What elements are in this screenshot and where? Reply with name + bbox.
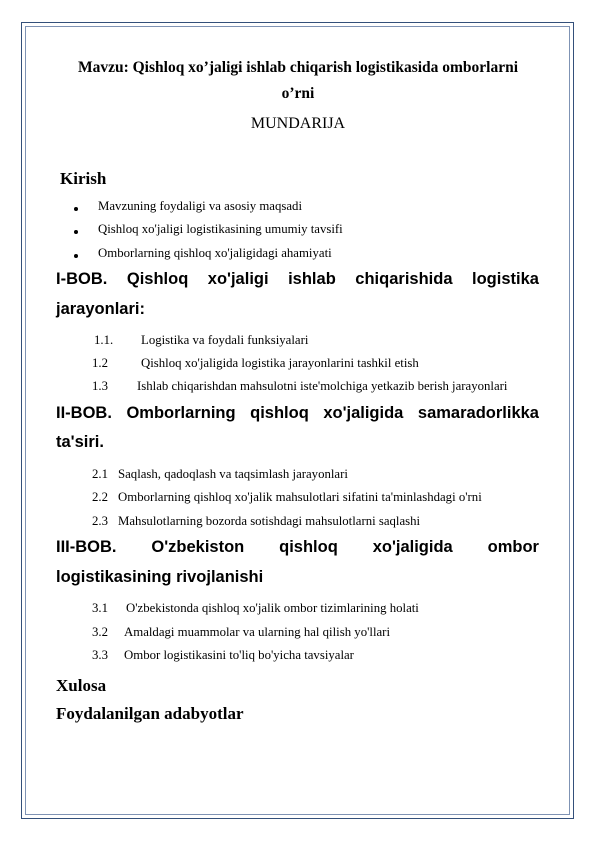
- heading-word: III-BOB.: [56, 538, 117, 556]
- bullet-icon: [74, 254, 78, 258]
- item-number: 3.3: [92, 648, 108, 662]
- toc-item: Omborlarning qishloq xo'jalik mahsulotlari sifatini ta'minlashdagi o'rni: [118, 490, 482, 504]
- chapter-2-heading: [56, 404, 539, 423]
- intro-bullet-item: Qishloq xo'jaligi logistikasining umumiy tavsifi: [98, 222, 343, 236]
- item-number: 3.2: [92, 625, 108, 639]
- heading-word: ishlab: [288, 270, 336, 288]
- heading-word: II-BOB.: [56, 404, 112, 422]
- item-number: 1.1.: [94, 333, 114, 347]
- heading-word: Omborlarning: [126, 404, 236, 422]
- intro-bullet-item: Omborlarning qishloq xo'jaligidagi ahamiyati: [98, 246, 332, 260]
- item-number: 2.1: [92, 467, 108, 481]
- heading-word: xo'jaligida: [372, 538, 453, 556]
- bullet-icon: [74, 207, 78, 211]
- topic-title-line-2: o’rni: [281, 85, 315, 102]
- toc-item: Ombor logistikasini to'liq bo'yicha tavsiyalar: [124, 648, 354, 662]
- contents-heading: MUNDARIJA: [250, 115, 346, 132]
- heading-word: chiqarishida: [355, 270, 453, 288]
- item-number: 2.3: [92, 514, 108, 528]
- heading-word: Qishloq: [126, 270, 189, 288]
- toc-item: Ishlab chiqarishdan mahsulotni iste'molchiga yetkazib berish jarayonlari: [137, 379, 508, 393]
- references-heading: Foydalanilgan adabyotlar: [56, 704, 244, 723]
- item-number: 1.2: [92, 356, 108, 370]
- toc-item: Qishloq xo'jaligida logistika jarayonlarini tashkil etish: [141, 356, 419, 370]
- heading-word: xo'jaligida: [323, 404, 404, 422]
- conclusion-heading: Xulosa: [56, 676, 107, 695]
- chapter-2-heading-line-2: ta'siri.: [56, 433, 104, 451]
- item-number: 1.3: [92, 379, 108, 393]
- heading-word: O'zbekiston: [151, 538, 245, 556]
- chapter-1-heading-line-2: jarayonlari:: [56, 300, 145, 318]
- item-number: 2.2: [92, 490, 108, 504]
- toc-item: Saqlash, qadoqlash va taqsimlash jarayonlari: [118, 467, 348, 481]
- heading-word: samaradorlikka: [417, 404, 539, 422]
- heading-word: qishloq: [279, 538, 338, 556]
- heading-word: ombor: [487, 538, 539, 556]
- intro-heading: Kirish: [60, 169, 107, 188]
- toc-item: Logistika va foydali funksiyalari: [141, 333, 309, 347]
- bullet-icon: [74, 230, 78, 234]
- chapter-1-heading: [56, 270, 539, 289]
- heading-word: logistika: [472, 270, 539, 288]
- heading-word: I-BOB.: [56, 270, 108, 288]
- chapter-3-heading-line-2: logistikasining rivojlanishi: [56, 568, 264, 586]
- toc-item: Amaldagi muammolar va ularning hal qilish yo'llari: [124, 625, 391, 639]
- item-number: 3.1: [92, 601, 108, 615]
- heading-word: qishloq: [250, 404, 309, 422]
- intro-bullet-item: Mavzuning foydaligi va asosiy maqsadi: [98, 199, 303, 213]
- chapter-3-heading: [56, 538, 539, 557]
- toc-item: Mahsulotlarning bozorda sotishdagi mahsulotlarni saqlashi: [118, 514, 421, 528]
- heading-word: xo'jaligi: [207, 270, 269, 288]
- toc-item: O'zbekistonda qishloq xo'jalik ombor tizimlarining holati: [126, 601, 419, 615]
- topic-title-line-1: Mavzu: Qishloq xo’jaligi ishlab chiqarish logistikasida omborlarni: [77, 59, 519, 76]
